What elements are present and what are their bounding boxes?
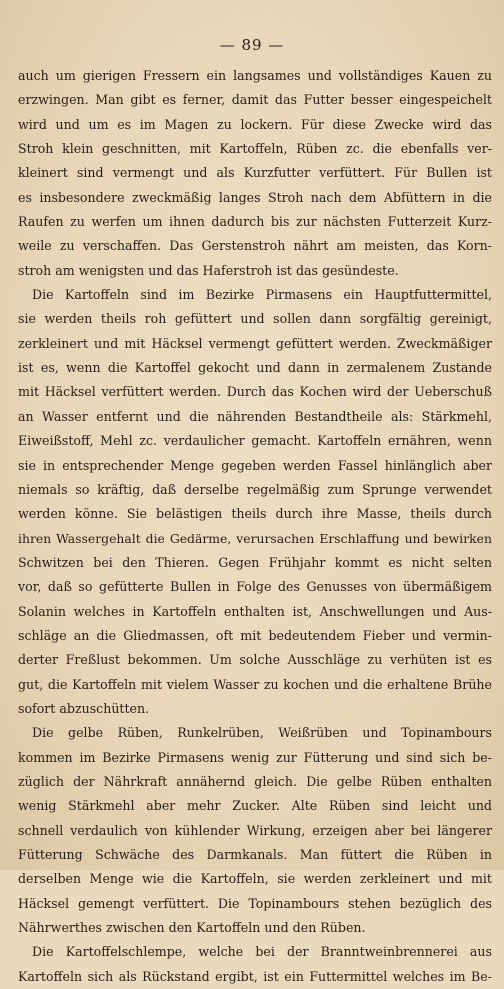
text-line: es insbesondere zweckmäßig langes Stroh nach dem Abfüttern in die <box>18 189 492 205</box>
text-line: züglich der Nährkraft annähernd gleich. Die gelbe Rüben enthalten <box>18 773 492 789</box>
text-line: Kartoffeln sich als Rückstand ergibt, ist ein Futtermittel welches im Be- <box>18 968 492 984</box>
body-text <box>18 64 492 989</box>
text-line: Die Kartoffelschlempe, welche bei der Branntweinbrennerei aus <box>32 944 492 960</box>
text-line: Solanin welches in Kartoffeln enthalten ist, Anschwellungen und Aus- <box>18 603 492 619</box>
text-line: Häcksel gemengt verfüttert. Die Topinambours stehen bezüglich des <box>18 895 492 911</box>
text-line: schläge an die Gliedmassen, oft mit bedeutendem Fieber und vermin- <box>18 627 492 643</box>
text-line: Raufen zu werfen um ihnen dadurch bis zur nächsten Futterzeit Kurz- <box>18 214 492 230</box>
text-line: derter Freßlust bekommen. Um solche Ausschläge zu verhüten ist es <box>18 652 492 668</box>
text-line: vor, daß so gefütterte Bullen in Folge des Genusses von übermäßigem <box>18 579 492 595</box>
text-line: Die Kartoffeln sind im Bezirke Pirmasens ein Hauptfuttermittel, <box>32 287 492 303</box>
text-line: schnell verdaulich von kühlender Wirkung, erzeigen aber bei längerer <box>18 822 492 838</box>
text-line: derselben Menge wie die Kartoffeln, sie werden zerkleinert und mit <box>18 871 492 887</box>
text-line: niemals so kräftig, daß derselbe regelmäßig zum Sprunge verwendet <box>18 481 492 497</box>
text-line: kleinert sind vermengt und als Kurzfutter verfüttert. Für Bullen ist <box>18 165 492 181</box>
text-line: Stroh klein geschnitten, mit Kartoffeln, Rüben zc. die ebenfalls ver- <box>18 141 492 157</box>
text-line: stroh am wenigsten und das Haferstroh ist das gesündeste. <box>18 262 399 278</box>
text-line: weile zu verschaffen. Das Gerstenstroh nährt am meisten, das Korn- <box>18 238 492 254</box>
text-line: wird und um es im Magen zu lockern. Für diese Zwecke wird das <box>18 116 492 132</box>
text-line: zerkleinert und mit Häcksel vermengt gefüttert werden. Zweckmäßiger <box>18 335 492 351</box>
text-line: gut, die Kartoffeln mit vielem Wasser zu kochen und die erhaltene Brühe <box>18 676 492 692</box>
text-line: ihren Wassergehalt die Gedärme, verursachen Erschlaffung und bewirken <box>18 530 492 546</box>
text-line: Schwitzen bei den Thieren. Gegen Frühjahr kommt es nicht selten <box>18 554 492 570</box>
text-line: Eiweißstoff, Mehl zc. verdaulicher gemacht. Kartoffeln ernähren, wenn <box>18 433 492 449</box>
text-line: mit Häcksel verfüttert werden. Durch das Kochen wird der Ueberschuß <box>18 384 492 400</box>
text-line: wenig Stärkmehl aber mehr Zucker. Alte Rüben sind leicht und <box>18 798 492 814</box>
text-line: Die gelbe Rüben, Runkelrüben, Weißrüben und Topinambours <box>32 725 492 741</box>
text-line: kommen im Bezirke Pirmasens wenig zur Fütterung und sind sich be- <box>18 749 492 765</box>
text-line: sie in entsprechender Menge gegeben werden Fassel hinlänglich aber <box>18 457 492 473</box>
text-line: Fütterung Schwäche des Darmkanals. Man füttert die Rüben in <box>18 847 492 862</box>
text-line: sofort abzuschütten. <box>18 700 150 716</box>
text-line: an Wasser entfernt und die nährenden Bestandtheile als: Stärkmehl, <box>18 408 492 424</box>
text-line: auch um gierigen Fressern ein langsames und vollständiges Kauen zu <box>18 68 492 83</box>
text-line: sie werden theils roh gefüttert und sollen dann sorgfältig gereinigt, <box>18 311 492 327</box>
text-line: werden könne. Sie belästigen theils durch ihre Masse, theils durch <box>18 506 492 522</box>
page-number: — 89 — <box>219 36 285 54</box>
text-line: erzwingen. Man gibt es ferner, damit das Futter besser eingespeichelt <box>18 92 492 108</box>
text-line: ist es, wenn die Kartoffel gekocht und dann in zermalenem Zustande <box>18 360 492 376</box>
text-line: Nährwerthes zwischen den Kartoffeln und den Rüben. <box>18 920 366 936</box>
